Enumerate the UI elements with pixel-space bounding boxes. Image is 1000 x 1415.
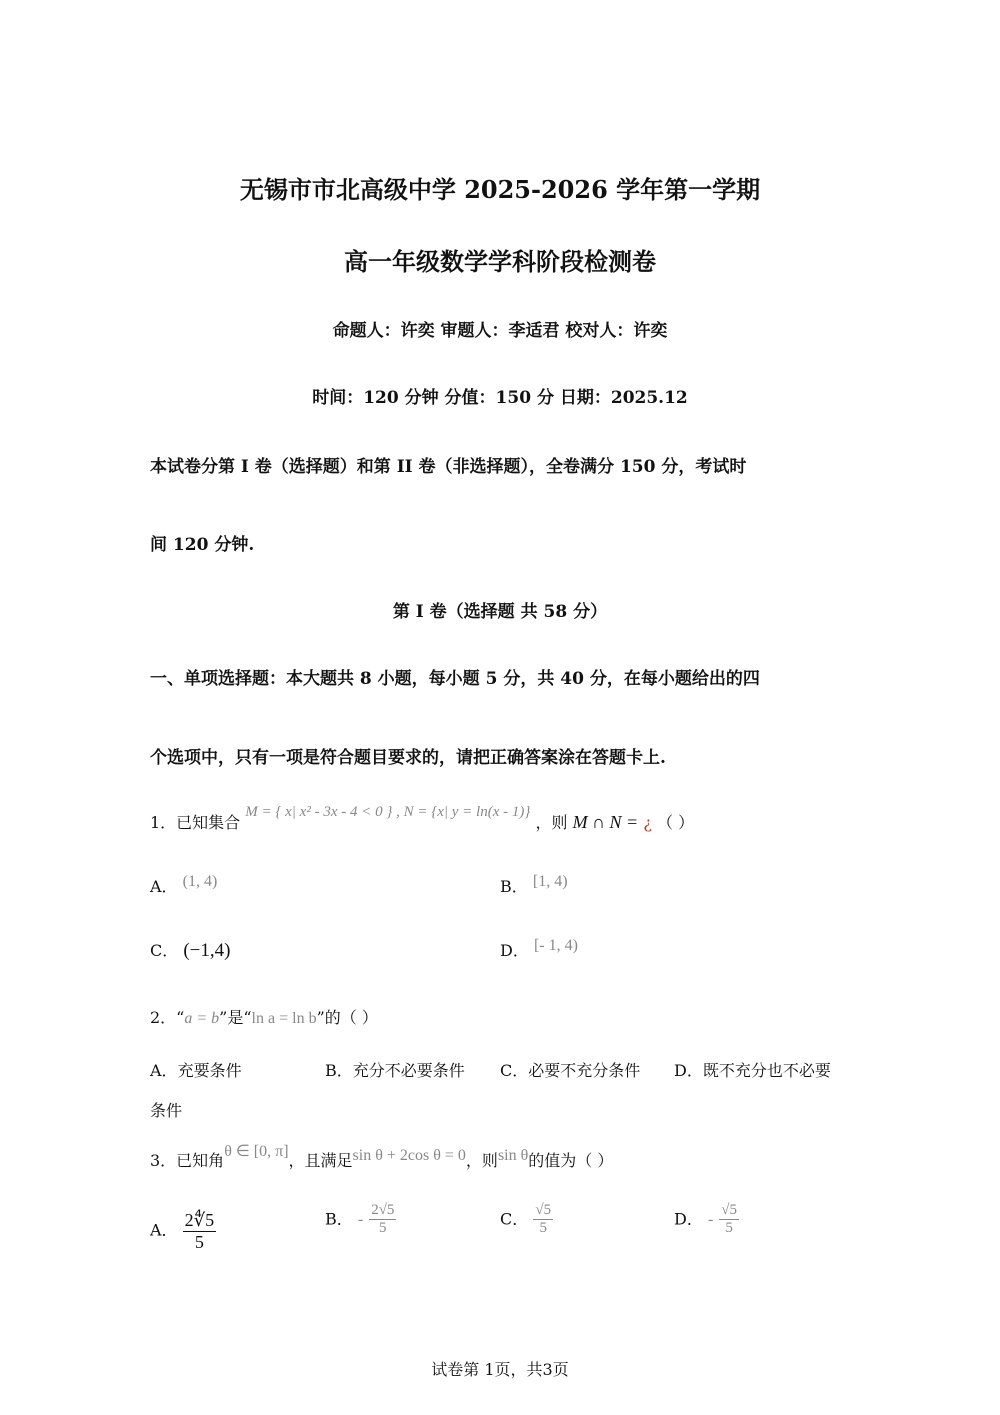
exam-title-line2: 高一年级数学学科阶段检测卷: [344, 247, 656, 276]
q3-cond1: θ ∈ [0, π]: [224, 1143, 289, 1160]
q2-prefix: 2．“: [150, 1008, 185, 1027]
q1-option-a[interactable]: [150, 874, 217, 897]
q2-option-b-label: B．: [325, 1061, 353, 1080]
q2-option-c[interactable]: [500, 1058, 640, 1081]
q1-after: ，则: [535, 813, 568, 832]
q3-option-d-numerator: √5: [719, 1202, 739, 1220]
exam-meta: 时间：120 分钟 分值：150 分 日期：2025.12: [312, 388, 688, 408]
q2-option-b[interactable]: [325, 1058, 465, 1081]
q3-option-b-denominator: 5: [379, 1220, 387, 1237]
q1-option-d-value: [- 1, 4): [533, 937, 578, 954]
q3-mid2: ，则: [465, 1151, 498, 1170]
q2-expr2: ln a = ln b: [251, 1010, 317, 1027]
q3-option-d-label: D．: [674, 1209, 703, 1229]
q1-option-c-value: (−1,4): [183, 940, 231, 961]
q3-option-a-denominator: 5: [194, 1231, 204, 1252]
q3-prefix: 3．已知角: [150, 1151, 225, 1170]
q3-target: sin θ: [497, 1147, 529, 1164]
q2-middle: ”是“: [219, 1008, 252, 1027]
q2-option-a[interactable]: [150, 1058, 242, 1081]
intro-line1: 本试卷分第 I 卷（选择题）和第 II 卷（非选择题），全卷满分 150 分，考试时: [150, 457, 747, 477]
q1-option-c[interactable]: [150, 938, 230, 962]
question-3: [150, 1143, 614, 1171]
page-footer: 试卷第 1页，共3页: [431, 1360, 569, 1379]
q1-option-b[interactable]: [500, 874, 568, 897]
q3-option-c-label: C．: [500, 1209, 529, 1229]
q3-option-a[interactable]: [150, 1210, 216, 1252]
q3-option-b-sign: -: [357, 1210, 364, 1228]
exam-authors: 命题人：许奕 审题人：李适君 校对人：许奕: [332, 321, 668, 341]
q1-expr: M ∩ N =: [572, 812, 639, 832]
q1-sets-formula: M = { x| x² - 3x - 4 < 0 } , N = {x| y = ln(x - 1)}: [245, 804, 531, 820]
q1-option-b-value: [1, 4): [532, 873, 568, 890]
q3-mid1: ，且满足: [288, 1151, 353, 1170]
q3-cond2: sin θ + 2cos θ = 0: [352, 1147, 466, 1164]
intro-line2: 间 120 分钟.: [150, 535, 255, 555]
q3-option-b-label: B．: [325, 1209, 353, 1229]
q1-option-c-label: C．: [150, 941, 179, 960]
q1-paren: （ ）: [656, 813, 695, 832]
q3-option-b-numerator: 2√5: [369, 1202, 396, 1220]
q3-option-b[interactable]: [325, 1202, 396, 1238]
q3-option-a-label: A．: [150, 1220, 178, 1240]
section1-line2: 个选项中，只有一项是符合题目要求的，请把正确答案涂在答题卡上.: [150, 748, 666, 768]
q2-option-d[interactable]: [674, 1058, 831, 1081]
question-1: [150, 804, 695, 833]
section1-line1: 一、单项选择题：本大题共 8 小题，每小题 5 分，共 40 分，在每小题给出的四: [150, 669, 760, 689]
q1-option-a-label: A．: [150, 877, 178, 896]
part1-heading: 第 I 卷（选择题 共 58 分）: [392, 602, 608, 622]
q1-prefix: 1．已知集合: [150, 813, 241, 832]
question-2: [150, 1005, 378, 1028]
q2-option-d-wrap: 条件: [150, 1101, 183, 1120]
q3-suffix: 的值为（ ）: [528, 1151, 614, 1170]
q2-option-a-text: 充要条件: [177, 1061, 242, 1080]
exam-title-line1: 无锡市市北高级中学 2025-2026 学年第一学期: [239, 175, 761, 204]
q2-option-c-label: C．: [500, 1061, 529, 1080]
q3-option-c-fraction: [533, 1202, 553, 1238]
q3-option-d-denominator: 5: [725, 1220, 733, 1237]
q1-option-d-label: D．: [500, 941, 529, 960]
q2-option-c-text: 必要不充分条件: [528, 1061, 641, 1080]
q3-option-d-fraction: [719, 1202, 739, 1238]
q2-option-b-text: 充分不必要条件: [352, 1061, 465, 1080]
q2-option-a-label: A．: [150, 1061, 178, 1080]
q3-option-a-numerator: 2∜5: [184, 1210, 215, 1230]
q1-option-a-value: (1, 4): [182, 873, 218, 890]
q3-option-c-denominator: 5: [539, 1220, 547, 1237]
q3-option-a-fraction: [183, 1210, 216, 1252]
q2-option-d-label: D．: [674, 1061, 703, 1080]
q3-option-c[interactable]: [500, 1202, 553, 1238]
q3-option-b-fraction: [369, 1202, 396, 1238]
q2-expr1: a = b: [184, 1010, 220, 1027]
q1-garbled-glyph: ¿: [643, 813, 652, 832]
q2-option-d-text: 既不充分也不必要: [702, 1061, 831, 1080]
q1-option-d[interactable]: [500, 938, 578, 961]
q3-option-c-numerator: √5: [533, 1202, 553, 1220]
q1-option-b-label: B．: [500, 877, 528, 896]
q3-option-d-sign: -: [707, 1210, 714, 1228]
q2-suffix: ”的（ ）: [316, 1008, 378, 1027]
q3-option-d[interactable]: [674, 1202, 739, 1238]
